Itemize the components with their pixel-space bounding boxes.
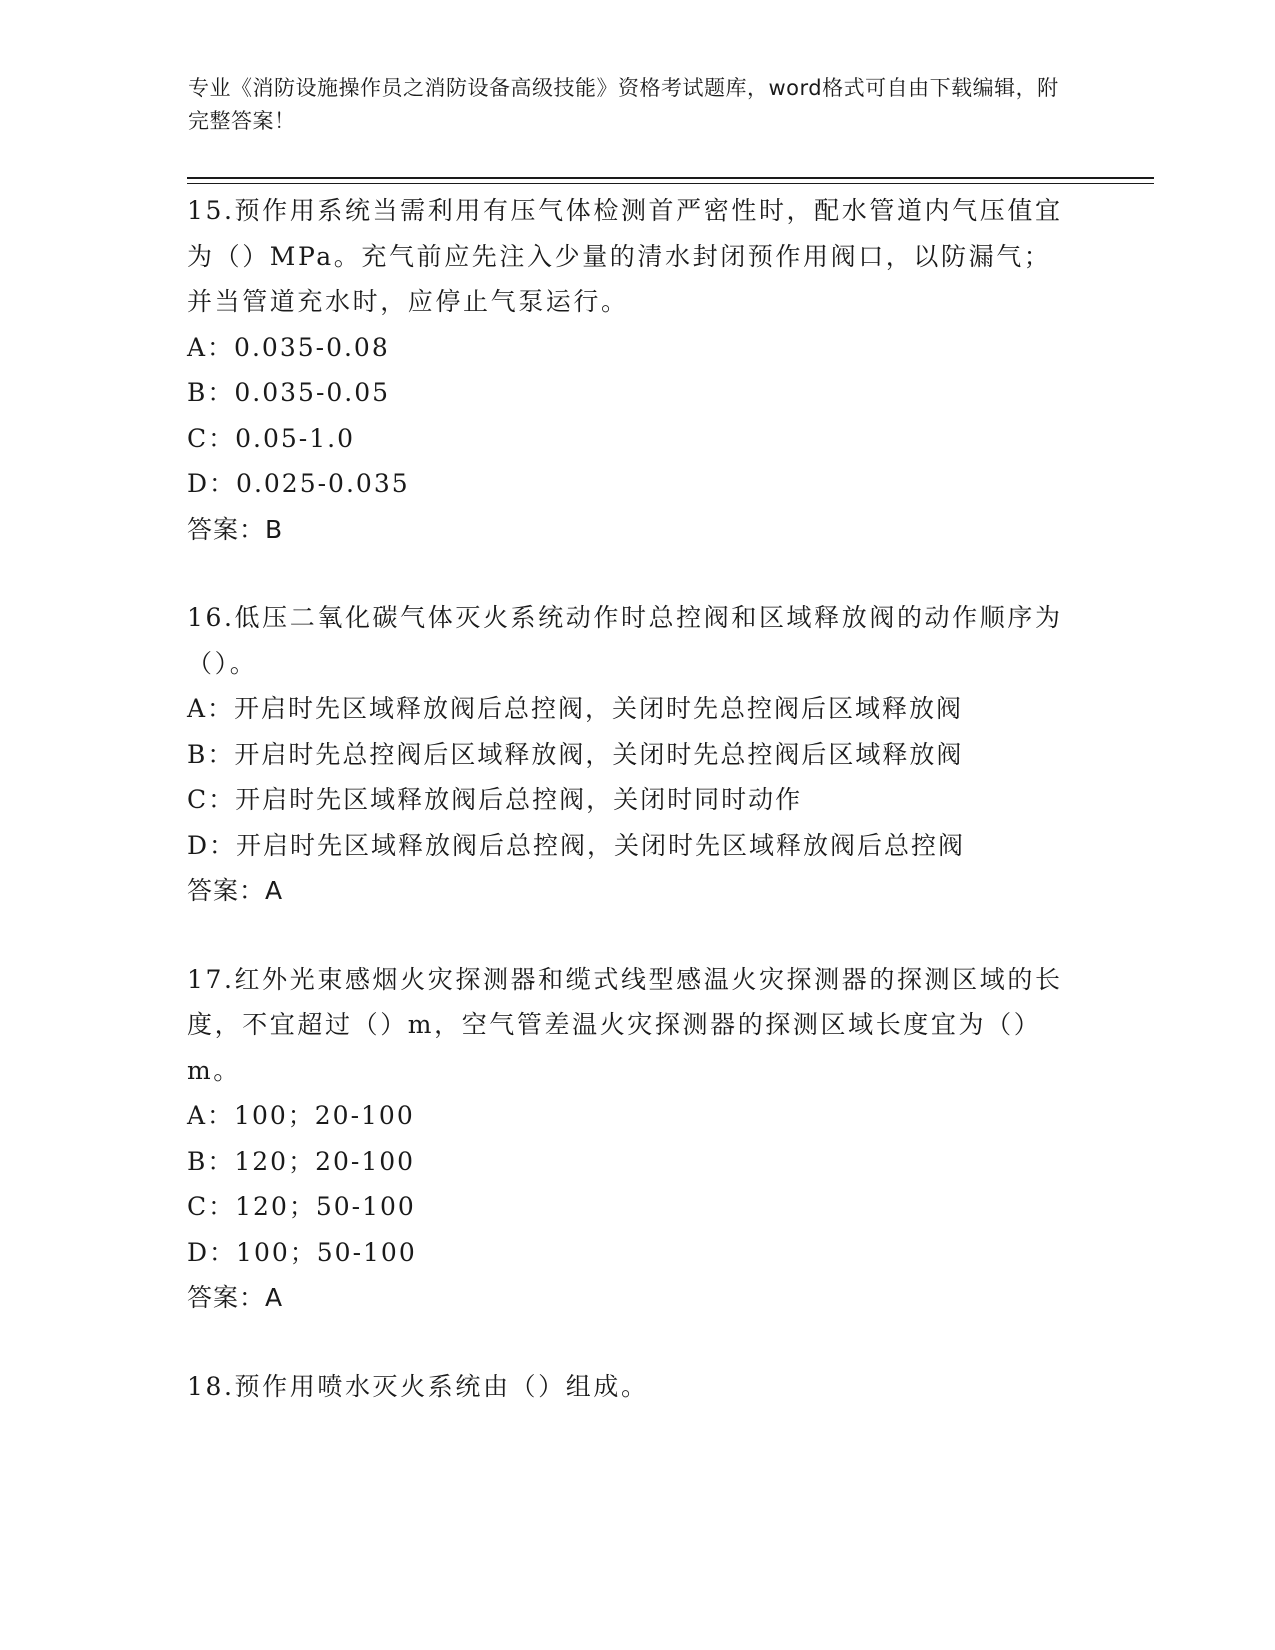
option-list: [187, 325, 1087, 507]
option-c: C：开启时先区域释放阀后总控阀，关闭时同时动作: [187, 785, 803, 814]
document-header: 专业《消防设施操作员之消防设备高级技能》资格考试题库，word格式可自由下载编辑，附完整答案！: [188, 76, 1059, 133]
header-divider-thin: [187, 183, 1154, 184]
question-16: [187, 595, 1087, 914]
question-stem: 17.红外光束感烟火灾探测器和缆式线型感温火灾探测器的探测区域的长度，不宜超过（）m，空气管差温火灾探测器的探测区域长度宜为（）m。: [187, 964, 1063, 1085]
answer-label: 答案：B: [187, 514, 284, 544]
question-18: [187, 1364, 1087, 1410]
question-stem: 15.预作用系统当需利用有压气体检测首严密性时，配水管道内气压值宜为（）MPa。充气前应先注入少量的清水封闭预作用阀口，以防漏气；并当管道充水时，应停止气泵运行。: [187, 196, 1063, 316]
question-17: [187, 957, 1087, 1321]
option-a: A：0.035-0.08: [187, 332, 390, 362]
question-15: [187, 188, 1087, 552]
option-d: D：0.025-0.035: [187, 469, 410, 498]
answer-label: 答案：A: [187, 876, 284, 905]
option-a: A：开启时先区域释放阀后总控阀，关闭时先总控阀后区域释放阀: [187, 694, 964, 723]
option-c: C：0.05-1.0: [187, 423, 355, 453]
question-list: [187, 188, 1087, 1452]
option-list: [187, 686, 1087, 868]
answer-label: 答案：A: [187, 1283, 284, 1312]
option-c: C：120；50-100: [187, 1192, 416, 1221]
question-stem: 16.低压二氧化碳气体灭火系统动作时总控阀和区域释放阀的动作顺序为（）。: [187, 603, 1063, 678]
option-b: B：120；20-100: [187, 1146, 416, 1176]
option-b: B：开启时先总控阀后区域释放阀，关闭时先总控阀后区域释放阀: [187, 739, 964, 769]
option-b: B：0.035-0.05: [187, 378, 391, 407]
option-a: A：100；20-100: [187, 1101, 415, 1130]
header-divider-thick: [187, 177, 1154, 179]
option-list: [187, 1093, 1087, 1275]
question-stem: 18.预作用喷水灭火系统由（）组成。: [187, 1371, 649, 1401]
option-d: D：开启时先区域释放阀后总控阀，关闭时先区域释放阀后总控阀: [187, 830, 966, 860]
option-d: D：100；50-100: [187, 1237, 417, 1267]
